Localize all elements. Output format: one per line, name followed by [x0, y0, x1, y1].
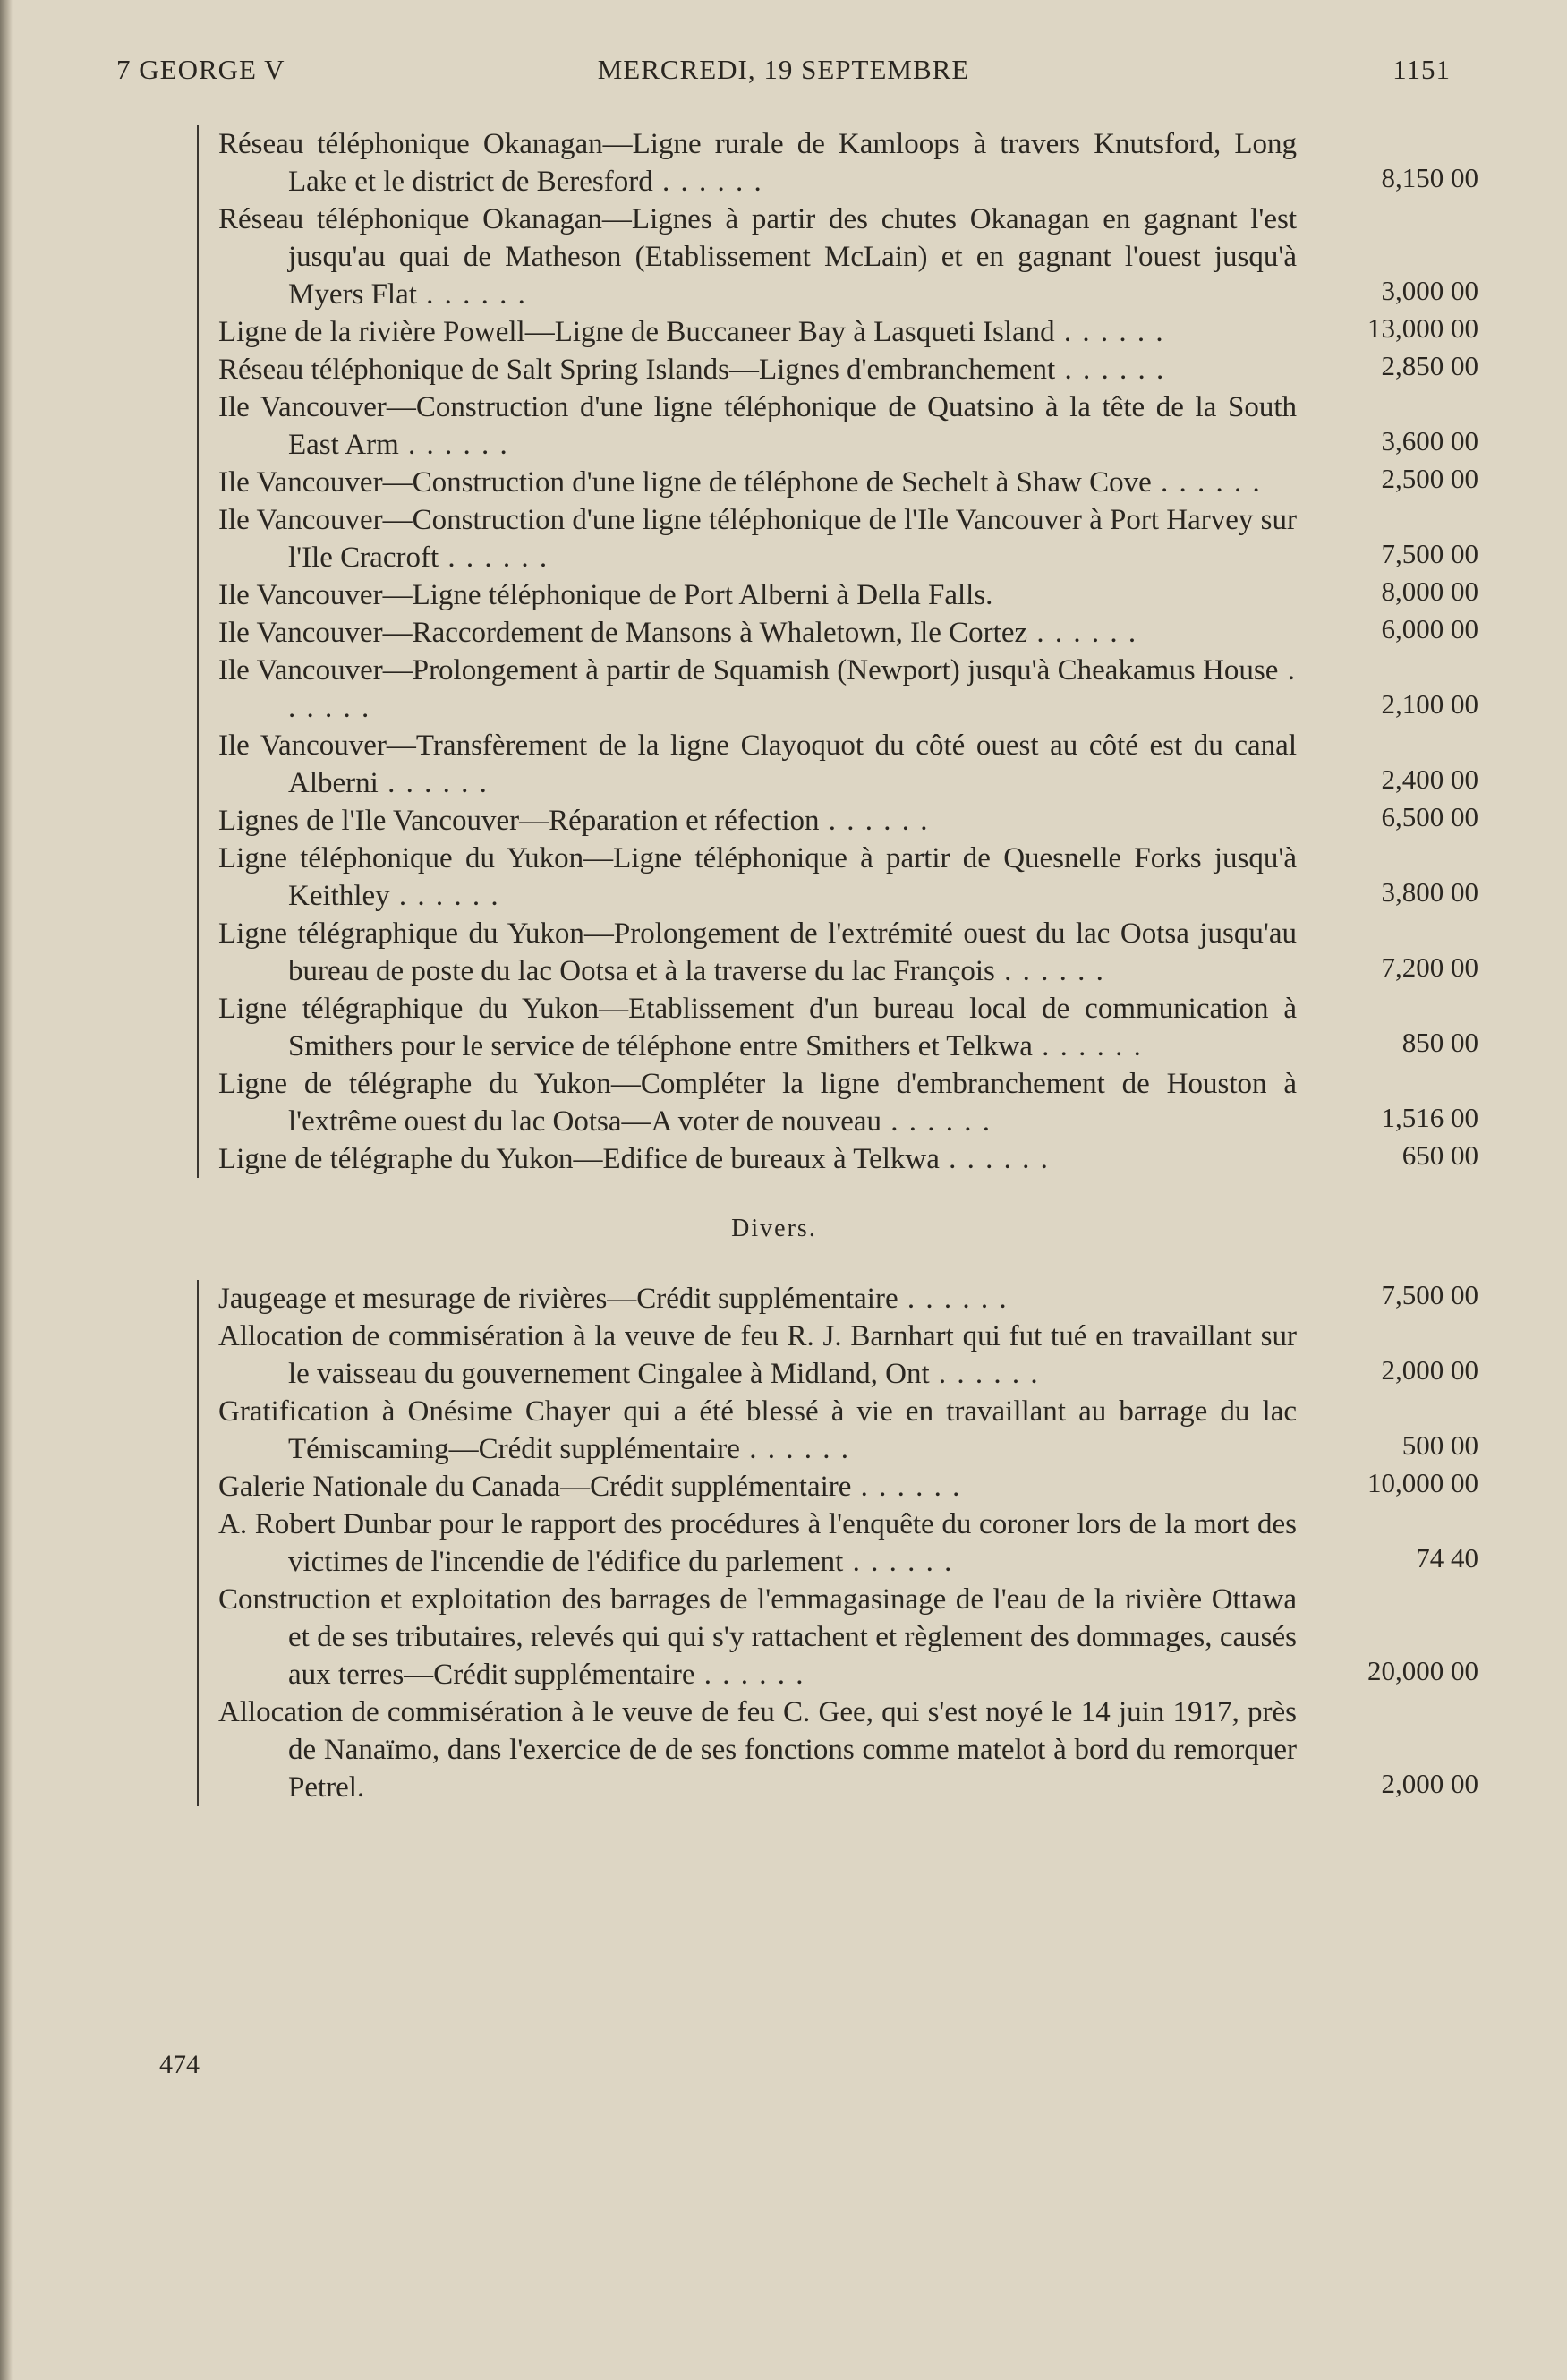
entry-description: Ligne télégraphique du Yukon—Etablissement d'un bureau local de communication à Smithers pour le service de téléphone entre Smithers et Telkwa . . . . . . [218, 993, 1297, 1062]
ledger-entry [218, 463, 1478, 501]
leader-dots: . . . . . . [378, 767, 489, 799]
entry-description: Réseau téléphonique de Salt Spring Islands—Lignes d'embranchement . . . . . . [218, 354, 1166, 386]
entry-amount: 2,500 00 [1381, 463, 1478, 494]
ledger-entry [218, 613, 1478, 652]
ledger-entry [218, 1581, 1478, 1693]
entry-amount: 2,400 00 [1381, 763, 1478, 795]
document-body [179, 125, 1477, 1806]
entry-description: Galerie Nationale du Canada—Crédit supplémentaire . . . . . . [218, 1471, 962, 1503]
telephone-items [197, 125, 1477, 1178]
entry-description: Ile Vancouver—Prolongement à partir de Squamish (Newport) jusqu'à Cheakamus House . . . . . . [218, 654, 1297, 724]
entry-description: Allocation de commisération à la veuve de feu R. J. Barnhart qui fut tué en travaillant sur le vaisseau du gouvernement Cingalee à Midland, Ont . . . . . . [218, 1320, 1297, 1390]
entry-description: Ile Vancouver—Construction d'une ligne téléphonique de Quatsino à la tête de la South East Arm . . . . . . [218, 391, 1297, 461]
entry-amount: 20,000 00 [1367, 1655, 1478, 1686]
leader-dots: . . . . . . [1055, 354, 1166, 386]
entry-amount: 7,200 00 [1381, 951, 1478, 983]
leader-dots: . . . . . . [1054, 316, 1165, 348]
entry-amount: 8,150 00 [1381, 162, 1478, 193]
leader-dots: . . . . . . [439, 542, 549, 574]
entry-amount: 2,000 00 [1381, 1354, 1478, 1386]
leader-dots: . . . . . . [416, 278, 527, 311]
ledger-entry [218, 350, 1478, 388]
leader-dots: . . . . . . [843, 1546, 954, 1578]
entry-description: Gratification à Onésime Chayer qui a été blessé à vie en travaillant au barrage du lac Témiscaming—Crédit supplémentaire . . . . . . [218, 1395, 1297, 1465]
entry-description: Ile Vancouver—Construction d'une ligne téléphonique de l'Ile Vancouver à Port Harvey sur l'Ile Cracroft . . . . . . [218, 504, 1297, 574]
ledger-entry [218, 1065, 1478, 1140]
ledger-entry [218, 1506, 1478, 1581]
section-title [125, 1210, 1423, 1248]
entry-description: A. Robert Dunbar pour le rapport des procédures à l'enquête du coroner lors de la mort des victimes de l'incendie de l'édifice du parlement . . . . . . [218, 1508, 1297, 1578]
leader-dots: . . . . . . [389, 880, 500, 912]
ledger-entry [218, 1467, 1478, 1506]
ledger-entry [218, 652, 1478, 727]
entry-amount: 1,516 00 [1381, 1102, 1478, 1133]
ledger-entry [218, 125, 1478, 200]
entry-description: Allocation de commisération à le veuve de feu C. Gee, qui s'est noyé le 14 juin 1917, près de Nanaïmo, dans l'exercice de de ses fonctions comme matelot à bord du remorquer Petrel. [218, 1696, 1297, 1804]
entry-amount: 8,000 00 [1381, 576, 1478, 607]
leader-dots: . . . . . . [898, 1283, 1009, 1315]
entry-amount: 3,800 00 [1381, 876, 1478, 908]
entry-amount: 500 00 [1401, 1429, 1478, 1461]
entry-amount: 13,000 00 [1367, 312, 1478, 344]
entry-description: Ile Vancouver—Ligne téléphonique de Port Alberni à Della Falls. [218, 579, 993, 611]
divers-items [197, 1280, 1477, 1806]
entry-description: Ile Vancouver—Construction d'une ligne de téléphone de Sechelt à Shaw Cove . . . . . . [218, 466, 1262, 499]
entry-amount: 2,850 00 [1381, 350, 1478, 381]
leader-dots: . . . . . . [739, 1433, 850, 1465]
leader-dots: . . . . . . [1032, 1030, 1143, 1062]
entry-description: Construction et exploitation des barrages de l'emmagasinage de l'eau de la rivière Ottawa et de ses tributaires, relevés qui qui s'y rattachent et règlement des dommages, causés aux terres—Crédit supplémentaire . . . . . . [218, 1583, 1297, 1691]
entry-amount: 7,500 00 [1381, 1279, 1478, 1310]
entry-amount: 3,600 00 [1381, 425, 1478, 456]
ledger-entry [218, 727, 1478, 802]
entry-amount: 850 00 [1401, 1027, 1478, 1058]
ledger-entry [218, 1139, 1478, 1178]
ledger-entry [218, 501, 1478, 576]
header-date: MERCREDI, 19 SEPTEMBRE [597, 54, 970, 85]
entry-description: Réseau téléphonique Okanagan—Lignes à partir des chutes Okanagan en gagnant l'est jusqu'au quai de Matheson (Etablissement McLain) et en gagnant l'ouest jusqu'à Myers Flat . . . . . . [218, 203, 1297, 311]
leader-dots: . . . . . . [652, 166, 763, 198]
margin-number: 474 [159, 2050, 200, 2079]
entry-amount: 7,500 00 [1381, 538, 1478, 569]
entry-description: Ligne télégraphique du Yukon—Prolongement de l'extrémité ouest du lac Ootsa jusqu'au bureau de poste du lac Ootsa et à la traverse du lac François . . . . . . [218, 917, 1297, 987]
entry-amount: 2,000 00 [1381, 1768, 1478, 1799]
ledger-entry [218, 1693, 1478, 1806]
header-session: 7 GEORGE V [116, 54, 285, 85]
entry-description: Ile Vancouver—Raccordement de Mansons à Whaletown, Ile Cortez . . . . . . [218, 617, 1138, 649]
ledger-entry [218, 840, 1478, 915]
entry-amount: 6,500 00 [1381, 801, 1478, 832]
leader-dots: . . . . . . [288, 654, 1297, 724]
page-edge [0, 0, 13, 2380]
entry-description: Ligne téléphonique du Yukon—Ligne téléphonique à partir de Quesnelle Forks jusqu'à Keithley . . . . . . [218, 842, 1297, 912]
entry-description: Ile Vancouver—Transfèrement de la ligne Clayoquot du côté ouest au côté est du canal Alberni . . . . . . [218, 729, 1297, 799]
leader-dots: . . . . . . [994, 955, 1105, 987]
entry-amount: 2,100 00 [1381, 688, 1478, 720]
ledger-entry [218, 388, 1478, 464]
entry-amount: 6,000 00 [1381, 613, 1478, 644]
entry-amount: 650 00 [1401, 1139, 1478, 1171]
page-number: 1151 [1392, 54, 1451, 85]
ledger-entry [218, 312, 1478, 351]
leader-dots: . . . . . . [851, 1471, 962, 1503]
leader-dots: . . . . . . [881, 1105, 992, 1138]
leader-dots: . . . . . . [929, 1358, 1040, 1390]
ledger-entry [218, 1279, 1478, 1318]
leader-dots: . . . . . . [694, 1659, 805, 1691]
entry-description: Ligne de télégraphe du Yukon—Compléter la ligne d'embranchement de Houston à l'extrême ouest du lac Ootsa—A voter de nouveau . . . . . . [218, 1068, 1297, 1138]
entry-description: Jaugeage et mesurage de rivières—Crédit supplémentaire . . . . . . [218, 1283, 1009, 1315]
page-header [116, 54, 1451, 90]
ledger-entry [218, 1318, 1478, 1393]
entry-description: Ligne de la rivière Powell—Ligne de Buccaneer Bay à Lasqueti Island . . . . . . [218, 316, 1165, 348]
ledger-entry [218, 801, 1478, 840]
leader-dots: . . . . . . [819, 805, 930, 837]
entry-description: Réseau téléphonique Okanagan—Ligne rurale de Kamloops à travers Knutsford, Long Lake et le district de Beresford . . . . . . [218, 128, 1297, 198]
ledger-entry [218, 576, 1478, 614]
entry-amount: 3,000 00 [1381, 275, 1478, 306]
entry-description: Lignes de l'Ile Vancouver—Réparation et réfection . . . . . . [218, 805, 930, 837]
leader-dots: . . . . . . [1027, 617, 1138, 649]
ledger-entry [218, 1393, 1478, 1468]
entry-amount: 74 40 [1416, 1542, 1478, 1574]
section-divers: Divers. [731, 1215, 817, 1242]
entry-amount: 10,000 00 [1367, 1467, 1478, 1498]
entry-description: Ligne de télégraphe du Yukon—Edifice de bureaux à Telkwa . . . . . . [218, 1143, 1050, 1175]
leader-dots: . . . . . . [1151, 466, 1262, 499]
ledger-entry [218, 990, 1478, 1065]
ledger-entry [218, 200, 1478, 313]
leader-dots: . . . . . . [398, 429, 509, 461]
leader-dots: . . . . . . [939, 1143, 1050, 1175]
ledger-entry [218, 915, 1478, 990]
